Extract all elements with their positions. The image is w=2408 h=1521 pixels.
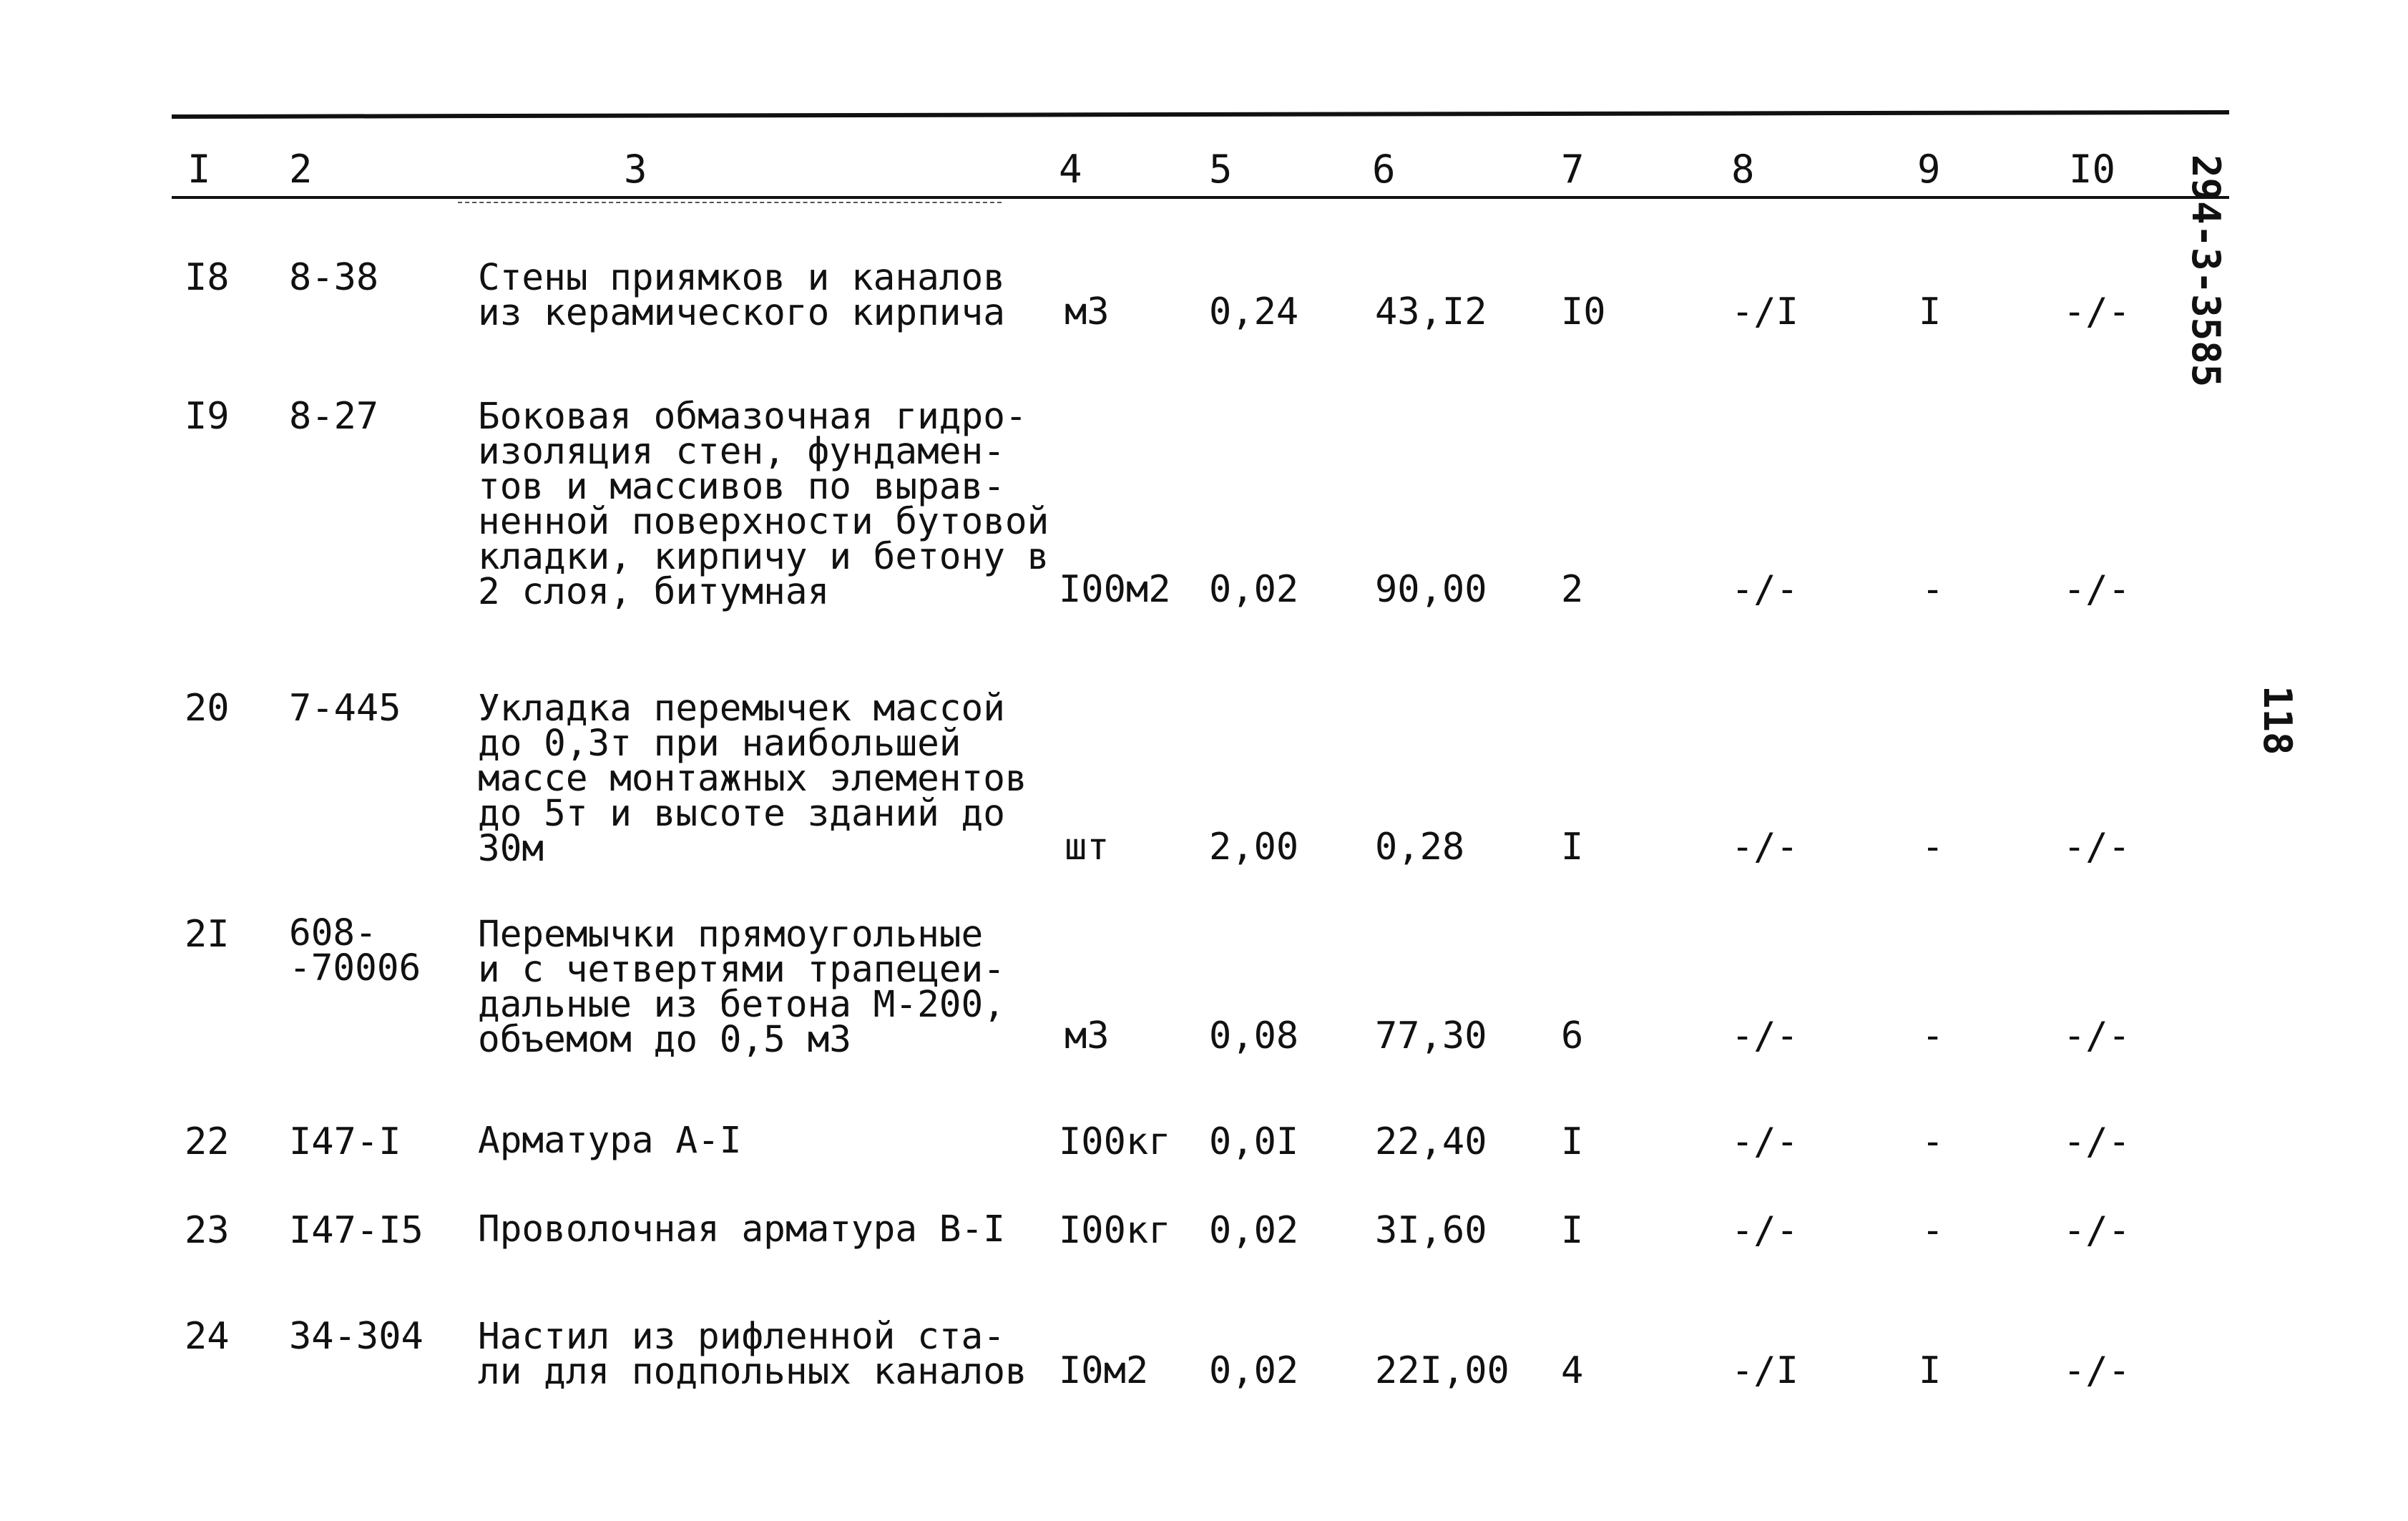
norm-code: 608- -70006 [289, 912, 421, 989]
row-number: 2I [185, 913, 230, 956]
norm-code: 8-27 [289, 395, 379, 438]
col-10-value: -/- [2063, 290, 2130, 333]
col-7-value: 4 [1561, 1349, 1584, 1392]
work-description: Перемычки прямоугольные и с четвертями трапецеи- дальные из бетона М-200, объемом до 0,5 м3 [478, 914, 1005, 1061]
unit: I0м2 [1059, 1349, 1149, 1392]
page-number-stamp: 118 [2255, 685, 2300, 755]
col-header-3: 3 [624, 147, 647, 192]
col-header-1: I [187, 147, 211, 192]
header-rule [172, 196, 2229, 199]
work-description: Настил из рифленной ста- ли для подпольных каналов [478, 1316, 1027, 1393]
col-header-2: 2 [289, 147, 313, 192]
col-7-value: 6 [1561, 1014, 1584, 1057]
unit: I00кг [1059, 1209, 1171, 1252]
col-9-value: I [1919, 1349, 1942, 1392]
col-9-value: I [1919, 290, 1942, 333]
col-header-9: 9 [1917, 147, 1941, 192]
top-rule [172, 110, 2229, 119]
quantity: 0,02 [1209, 1209, 1299, 1252]
doc-code-stamp: 294-3-3585 [2183, 155, 2228, 388]
unit: шт [1064, 826, 1110, 869]
unit-price: 22,40 [1375, 1120, 1487, 1163]
unit: м3 [1064, 1014, 1110, 1057]
unit-price: 77,30 [1375, 1014, 1487, 1057]
row-number: 22 [185, 1120, 230, 1163]
col-8-value: -/- [1731, 1014, 1798, 1057]
col-9-value: - [1922, 826, 1944, 869]
unit-price: 22I,00 [1375, 1349, 1509, 1392]
col-header-8: 8 [1731, 147, 1755, 192]
unit-price: 3I,60 [1375, 1209, 1487, 1252]
quantity: 0,0I [1209, 1120, 1299, 1163]
norm-code: I47-I5 [289, 1209, 424, 1252]
col-8-value: -/I [1731, 1349, 1798, 1392]
quantity: 0,08 [1209, 1014, 1299, 1057]
norm-code: 34-304 [289, 1315, 424, 1358]
col-10-value: -/- [2063, 568, 2130, 611]
col-9-value: - [1922, 1014, 1944, 1057]
col-10-value: -/- [2063, 1349, 2130, 1392]
col-10-value: -/- [2063, 826, 2130, 869]
unit-price: 0,28 [1375, 826, 1465, 869]
unit-price: 90,00 [1375, 568, 1487, 611]
col-9-value: - [1922, 1120, 1944, 1163]
quantity: 0,02 [1209, 1349, 1299, 1392]
col-7-value: I [1561, 826, 1584, 869]
col-header-5: 5 [1209, 147, 1233, 192]
work-description: Стены приямков и каналов из керамического кирпича [478, 257, 1005, 334]
unit-price: 43,I2 [1375, 290, 1487, 333]
row-number: I8 [185, 256, 230, 299]
col-9-value: - [1922, 1209, 1944, 1252]
col-8-value: -/- [1731, 568, 1798, 611]
col-7-value: I0 [1561, 290, 1606, 333]
col-7-value: I [1561, 1120, 1584, 1163]
unit: м3 [1064, 290, 1110, 333]
col-9-value: - [1922, 568, 1944, 611]
col-8-value: -/- [1731, 1120, 1798, 1163]
col-8-value: -/- [1731, 826, 1798, 869]
col-7-value: 2 [1561, 568, 1584, 611]
work-description: Боковая обмазочная гидро- изоляция стен, фундамен- тов и массивов по вырав- ненной поверхности бутовой кладки, кирпичу и бетону в 2 слоя, битумная [478, 396, 1049, 613]
row-number: 24 [185, 1315, 230, 1358]
row-number: 20 [185, 687, 230, 730]
work-description: Проволочная арматура В-I [478, 1208, 1005, 1251]
col-7-value: I [1561, 1209, 1584, 1252]
norm-code: 7-445 [289, 687, 401, 730]
unit: I00м2 [1059, 568, 1171, 611]
col-10-value: -/- [2063, 1209, 2130, 1252]
quantity: 0,24 [1209, 290, 1299, 333]
work-description: Арматура А-I [478, 1120, 742, 1162]
quantity: 2,00 [1209, 826, 1299, 869]
row-number: 23 [185, 1209, 230, 1252]
col-header-10: I0 [2069, 147, 2116, 192]
col-10-value: -/- [2063, 1120, 2130, 1163]
row-number: I9 [185, 395, 230, 438]
col-8-value: -/I [1731, 290, 1798, 333]
norm-code: I47-I [289, 1120, 401, 1163]
norm-code: 8-38 [289, 256, 379, 299]
col-header-4: 4 [1059, 147, 1082, 192]
col-10-value: -/- [2063, 1014, 2130, 1057]
unit: I00кг [1059, 1120, 1171, 1163]
quantity: 0,02 [1209, 568, 1299, 611]
col-8-value: -/- [1731, 1209, 1798, 1252]
work-description: Укладка перемычек массой до 0,3т при наибольшей массе монтажных элементов до 5т и высоте зданий до 30м [478, 688, 1027, 870]
col-header-7: 7 [1561, 147, 1585, 192]
col-header-6: 6 [1372, 147, 1396, 192]
header-dashed-rule [458, 202, 1002, 203]
